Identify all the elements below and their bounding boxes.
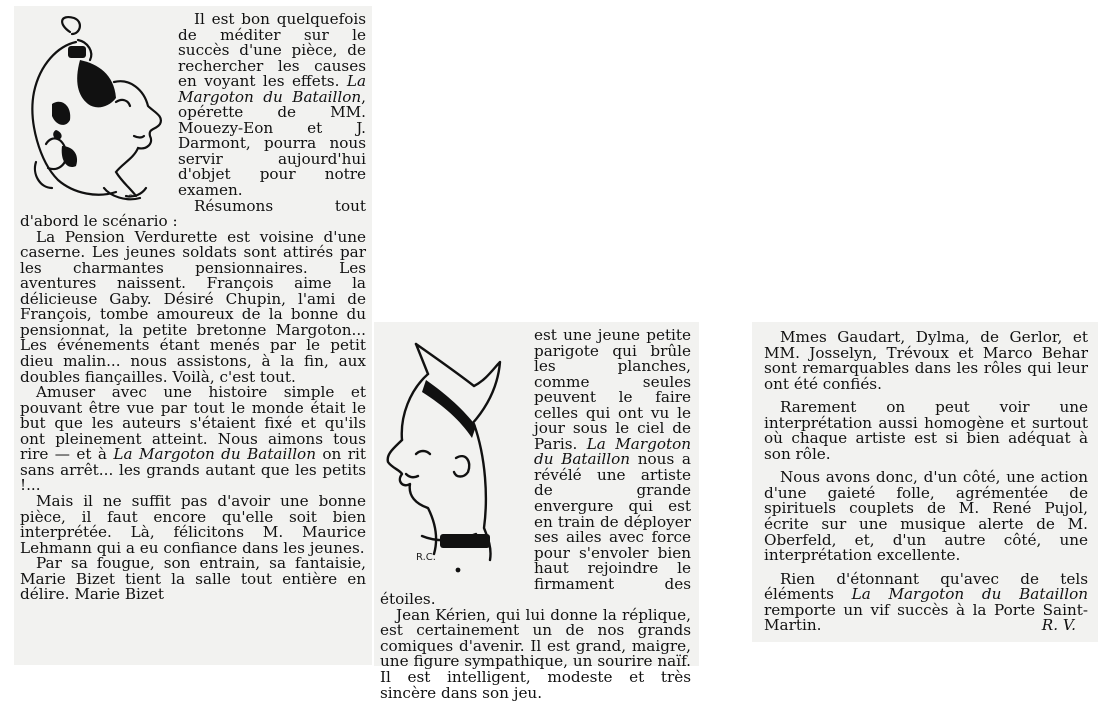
paragraph: Nous avons donc, d'un côté, une action d'une gaieté folle, agrémentée de spirituels couplets de M. René Pujol, écrite sur une musique alerte de M. Oberfeld, et, d'un autre côté, une interprétation excellente.: [764, 468, 1088, 565]
soldier-caricature-drawing: [376, 328, 524, 576]
soldier-caricature-icon: [376, 328, 524, 576]
paragraph: est une jeune petite parigote qui brûle les planches, comme seules peuvent le faire celles qui ont vu le jour sous le ciel de Paris. La Margoton du Bataillon nous a révélé une artiste de grande envergure qui est en train de déployer ses ailes avec force pour s'envoler bien haut rejoindre le firmament des étoiles.: [380, 326, 691, 609]
woman-caricature-drawing: [18, 12, 168, 208]
article-column-1: [14, 6, 372, 665]
paragraph: Mais il ne suffit pas d'avoir une bonne pièce, il faut encore qu'elle soit bien interprétée. Là, félicitons M. Maurice Lehmann qui a eu confiance dans les jeunes.: [20, 491, 366, 557]
paragraph: La Pension Verdurette est voisine d'une caserne. Les jeunes soldats sont attirés par les charmantes pensionnaires. Les aventures naissent. François aime la délicieuse Gaby. Désiré Chupin, l'ami de François, tombe amoureux de la bonne du pensionnat, la petite bretonne Margoton... Les événements étant menés par le petit dieu malin... nous assistons, à la fin, aux doubles fiançailles. Voilà, c'est tout.: [20, 227, 366, 386]
article-column-3: [752, 322, 1098, 642]
paragraph: Rien d'étonnant qu'avec de tels éléments La Margoton du Bataillon remporte un vif succès à la Porte Saint-Martin.: [764, 569, 1088, 635]
paragraph: Amuser avec une histoire simple et pouvant être vue par tout le monde était le but que les auteurs s'étaient fixé et qu'ils ont pleinement atteint. Nous aimons tous rire — et à La Margoton du Bataillon on rit sans arrêt... les grands autant que les petits !...: [20, 383, 366, 495]
author-signature: R. V.: [1041, 616, 1076, 635]
paragraph: Il est bon quelquefois de méditer sur le succès d'une pièce, de rechercher les causes en voyant les effets. La Margoton du Bataillon, opérette de MM. Mouezy-Eon et J. Darmont, pourra nous servir aujourd'hui d'objet pour notre examen.: [178, 10, 366, 200]
article-column-2: [374, 322, 699, 702]
artist-mark: ~: [128, 191, 136, 201]
caricature-sketch-icon: [18, 12, 168, 208]
artist-mark: R.C.: [416, 552, 436, 563]
paragraph: Mmes Gaudart, Dylma, de Gerlor, et MM. Josselyn, Trévoux et Marco Behar sont remarquables dans les rôles qui leur ont été confiés.: [764, 328, 1088, 393]
paragraph: Résumons tout d'abord le scénario :: [20, 196, 366, 231]
paragraph: Jean Kérien, qui lui donne la réplique, est certainement un de nos grands comiques d'avenir. Il est grand, maigre, une figure sympathique, un sourire naïf. Il est intelligent, modeste et très sincère dans son jeu.: [380, 605, 691, 702]
paragraph: Par sa fougue, son entrain, sa fantaisie, Marie Bizet tient la salle tout entière en délire. Marie Bizet: [20, 554, 366, 604]
paragraph: Rarement on peut voir une interprétation aussi homogène et surtout où chaque artiste est si bien adéquat à son rôle.: [764, 398, 1088, 463]
